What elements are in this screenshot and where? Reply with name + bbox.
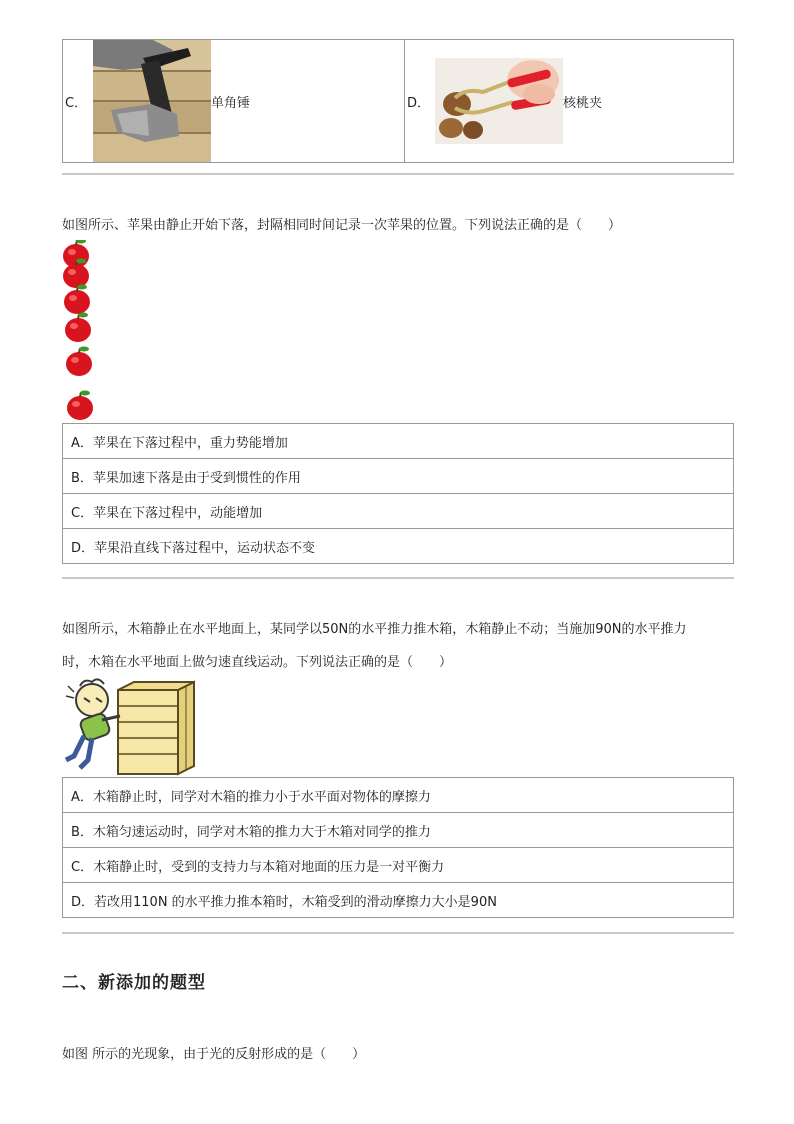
pushing-box-icon bbox=[62, 676, 198, 776]
option-c[interactable]: C．苹果在下落过程中，动能增加 bbox=[63, 494, 734, 529]
question-apple-stem: 如图所示、苹果由静止开始下落，封隔相同时间记录一次苹果的位置。下列说法正确的是（ ） bbox=[62, 218, 622, 233]
question-light-stem: 如图 所示的光现象，由于光的反射形成的是（ ） bbox=[62, 1047, 366, 1062]
nutcracker-icon bbox=[435, 58, 563, 144]
option-a[interactable]: A．苹果在下落过程中，重力势能增加 bbox=[63, 424, 734, 459]
option-c-label: 单角锤 bbox=[211, 96, 251, 111]
option-a[interactable]: A．木箱静止时，同学对木箱的推力小于水平面对物体的摩擦力 bbox=[63, 778, 734, 813]
option-c[interactable]: C．木箱静止时，受到的支持力与本箱对地面的压力是一对平衡力 bbox=[63, 848, 734, 883]
option-d-label: 核桃夹 bbox=[563, 96, 603, 111]
option-b[interactable]: B．苹果加速下落是由于受到惯性的作用 bbox=[63, 459, 734, 494]
question-box-stem-line1: 如图所示，木箱静止在水平地面上，某同学以50N的水平推力推木箱，木箱静止不动；当施加90N的水平推力 bbox=[62, 622, 687, 637]
option-d-cell[interactable] bbox=[404, 39, 734, 163]
option-c-letter: C． bbox=[65, 96, 88, 111]
option-d[interactable]: D．苹果沿直线下落过程中，运动状态不变 bbox=[63, 529, 734, 564]
separator bbox=[62, 932, 734, 934]
question-box-options bbox=[62, 777, 734, 918]
separator bbox=[62, 577, 734, 579]
question-apple-options bbox=[62, 423, 734, 564]
question-box-stem-line2: 时，木箱在水平地面上做匀速直线运动。下列说法正确的是（ ） bbox=[62, 655, 453, 670]
falling-apples-icon bbox=[60, 240, 100, 424]
option-c-cell[interactable] bbox=[62, 39, 405, 163]
section-title: 二、新添加的题型 bbox=[62, 973, 206, 993]
option-d-letter: D． bbox=[407, 96, 431, 111]
hammer-icon bbox=[93, 40, 211, 162]
option-d[interactable]: D．若改用110N 的水平推力推本箱时，木箱受到的滑动摩擦力大小是90N bbox=[63, 883, 734, 918]
separator bbox=[62, 173, 734, 175]
option-b[interactable]: B．木箱匀速运动时，同学对木箱的推力大于木箱对同学的推力 bbox=[63, 813, 734, 848]
